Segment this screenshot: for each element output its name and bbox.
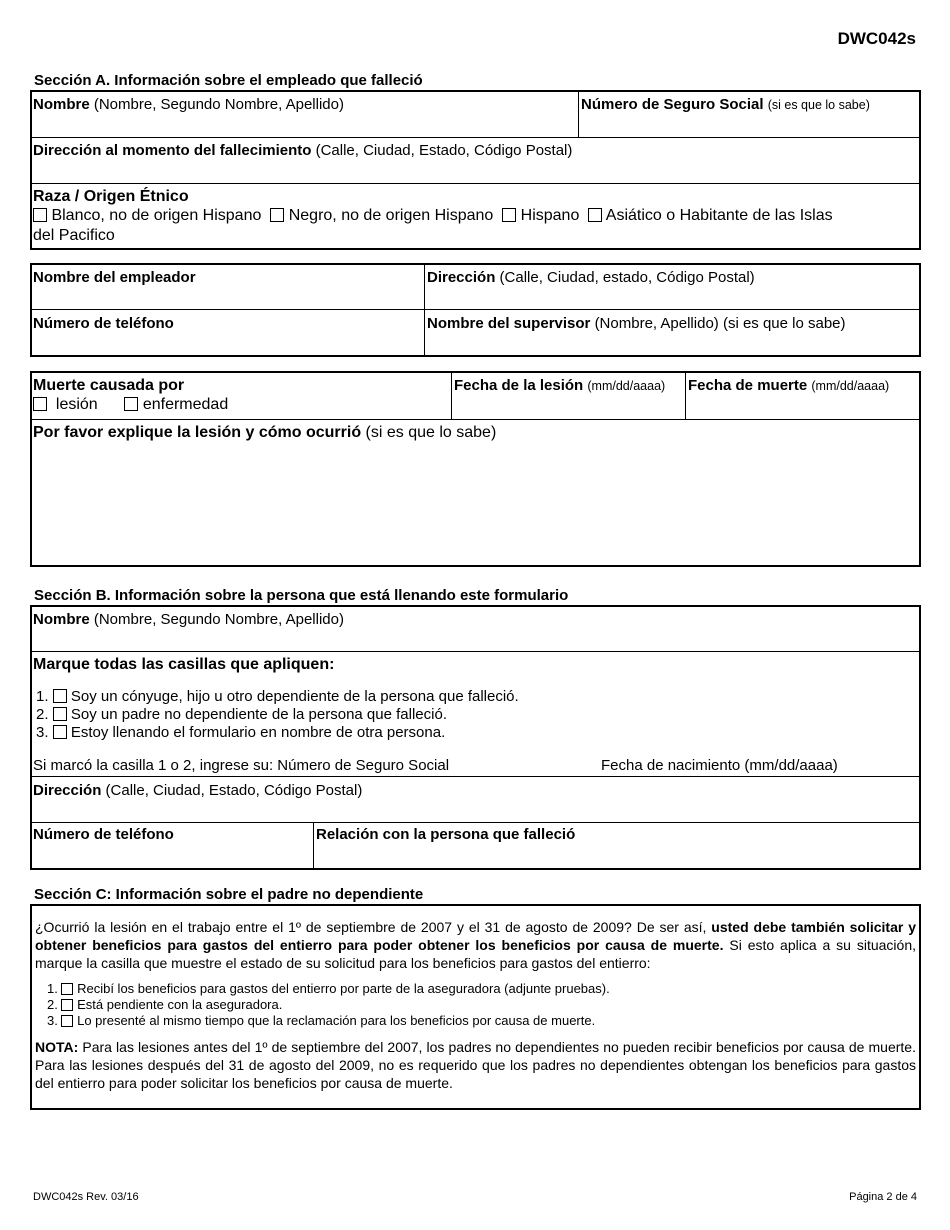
deceased-address-field[interactable] [33,142,572,160]
race-asian-label-wrap: del Pacifico [33,227,115,244]
section-a-title: Sección A. Información sobre el empleado que falleció [34,72,423,89]
cause-illness-checkbox[interactable] [124,397,138,411]
deceased-ssn-hint: (si es que lo sabe) [767,98,870,112]
filer-option-3-checkbox[interactable] [53,725,67,739]
note-text: Para las lesiones antes del 1º de septiembre del 2007, los padres no dependientes no pueden recibir beneficios por causa de muerte. Para las lesiones después del 31 de agosto del 2009, no es requerido que los padres no dependientes obtengan los beneficios para gastos del entierro para poder solicitar los beneficios por causa de muerte. [35,1039,916,1091]
race-asian-label: Asiático o Habitante de las Islas [605,207,833,224]
filer-option-3 [36,724,445,742]
death-date-label: Fecha de muerte [688,377,808,394]
employer-address-hint: (Calle, Ciudad, estado, Código Postal) [499,269,755,286]
injury-explanation-hint: (si es que lo sabe) [365,424,497,441]
filer-relation-field[interactable] [316,826,575,844]
cause-injury-checkbox[interactable] [33,397,47,411]
injury-date-hint: (mm/dd/aaaa) [587,379,666,393]
employer-address-label: Dirección [427,269,496,286]
race-white-label: Blanco, no de origen Hispano [51,207,262,224]
injury-explanation-label: Por favor explique la lesión y cómo ocurrió [33,424,362,441]
deceased-address-label: Dirección al momento del fallecimiento [33,142,312,159]
burial-option-3-text: Lo presenté al mismo tiempo que la reclamación para los beneficios por causa de muerte. [77,1013,596,1028]
filer-option-1-checkbox[interactable] [53,689,67,703]
death-date-hint: (mm/dd/aaaa) [811,379,890,393]
deceased-ssn-label: Número de Seguro Social [581,96,764,113]
section-c-note [35,1038,916,1092]
filer-relation-label: Relación con la persona que falleció [316,826,576,843]
death-cause-options [33,396,228,414]
filer-name-label: Nombre [33,611,90,628]
form-id: DWC042s [837,29,916,48]
filer-option-2-checkbox[interactable] [53,707,67,721]
burial-option-1-text: Recibí los beneficios para gastos del entierro por parte de la aseguradora (adjunte pruebas). [77,981,610,996]
deceased-ssn-field[interactable] [581,96,870,114]
burial-option-2-text: Está pendiente con la aseguradora. [77,997,283,1012]
filer-option-2-num: 2. [36,706,49,723]
race-black-label: Negro, no de origen Hispano [288,207,494,224]
cause-injury-label: lesión [55,396,98,413]
death-date-field[interactable] [688,377,889,395]
burial-option-3-num: 3. [47,1013,58,1028]
employer-address-field[interactable] [427,269,755,287]
filer-phone-label: Número de teléfono [33,826,174,843]
filer-option-1-num: 1. [36,688,49,705]
cause-illness-label: enfermedad [142,396,229,413]
injury-date-field[interactable] [454,377,665,395]
page-number: Página 2 de 4 [849,1191,917,1203]
filer-address-field[interactable] [33,782,362,800]
death-cause-label: Muerte causada por [33,377,185,394]
section-c-intro-bold: usted debe también solicitar y obtener beneficios para gastos del entierro para poder obtener los beneficios por causa de muerte. [35,919,916,953]
deceased-name-field[interactable] [33,96,344,114]
supervisor-name-label: Nombre del supervisor [427,315,591,332]
form-revision: DWC042s Rev. 03/16 [33,1191,139,1203]
filer-ssn-field[interactable]: Si marcó la casilla 1 o 2, ingrese su: Número de Seguro Social [33,757,450,774]
race-hispanic-checkbox[interactable] [502,208,516,222]
section-a-box [30,90,921,250]
filer-option-1-text: Soy un cónyuge, hijo u otro dependiente de la persona que falleció. [70,688,519,705]
filer-option-2 [36,706,447,724]
check-all-label: Marque todas las casillas que apliquen: [33,656,335,673]
race-asian-checkbox[interactable] [588,208,602,222]
burial-option-1-checkbox[interactable] [61,983,73,995]
burial-option-2-checkbox[interactable] [61,999,73,1011]
employer-name-field[interactable] [33,269,196,287]
filer-phone-field[interactable] [33,826,174,844]
filer-address-label: Dirección [33,782,102,799]
burial-option-1-num: 1. [47,981,58,996]
deceased-name-hint: (Nombre, Segundo Nombre, Apellido) [93,96,344,113]
race-hispanic-label: Hispano [520,207,580,224]
burial-option-3 [47,1012,595,1030]
note-label: NOTA: [35,1039,79,1055]
section-b-title: Sección B. Información sobre la persona que está llenando este formulario [34,587,569,604]
section-c-intro [35,918,916,972]
filer-option-2-text: Soy un padre no dependiente de la persona que falleció. [70,706,447,723]
deceased-address-hint: (Calle, Ciudad, Estado, Código Postal) [315,142,573,159]
injury-explanation-field[interactable] [33,424,496,442]
race-options [33,207,833,225]
injury-date-label: Fecha de la lesión [454,377,584,394]
section-c-title: Sección C: Información sobre el padre no dependiente [34,886,424,903]
supervisor-name-hint: (Nombre, Apellido) (si es que lo sabe) [594,315,846,332]
filer-option-3-num: 3. [36,724,49,741]
section-c-intro-text-2: Si esto aplica a su situación, marque la casilla que muestre el estado de su solicitud para los beneficios para gastos del entierro: [35,937,916,971]
employer-phone-label: Número de teléfono [33,315,174,332]
section-c-intro-text: ¿Ocurrió la lesión en el trabajo entre el 1º de septiembre de 2007 y el 31 de agosto de 2009? De ser así, [35,919,707,935]
filer-name-hint: (Nombre, Segundo Nombre, Apellido) [93,611,344,628]
supervisor-name-field[interactable] [427,315,846,333]
filer-option-3-text: Estoy llenando el formulario en nombre de otra persona. [70,724,446,741]
burial-option-2-num: 2. [47,997,58,1012]
deceased-name-label: Nombre [33,96,90,113]
employer-name-label: Nombre del empleador [33,269,196,286]
employer-phone-field[interactable] [33,315,174,333]
race-white-checkbox[interactable] [33,208,47,222]
burial-option-3-checkbox[interactable] [61,1015,73,1027]
race-black-checkbox[interactable] [270,208,284,222]
race-label: Raza / Origen Étnico [33,188,189,205]
filer-birth-date-field[interactable]: Fecha de nacimiento (mm/dd/aaaa) [601,757,838,774]
filer-option-1 [36,688,519,706]
filer-name-field[interactable] [33,611,344,629]
filer-address-hint: (Calle, Ciudad, Estado, Código Postal) [105,782,363,799]
